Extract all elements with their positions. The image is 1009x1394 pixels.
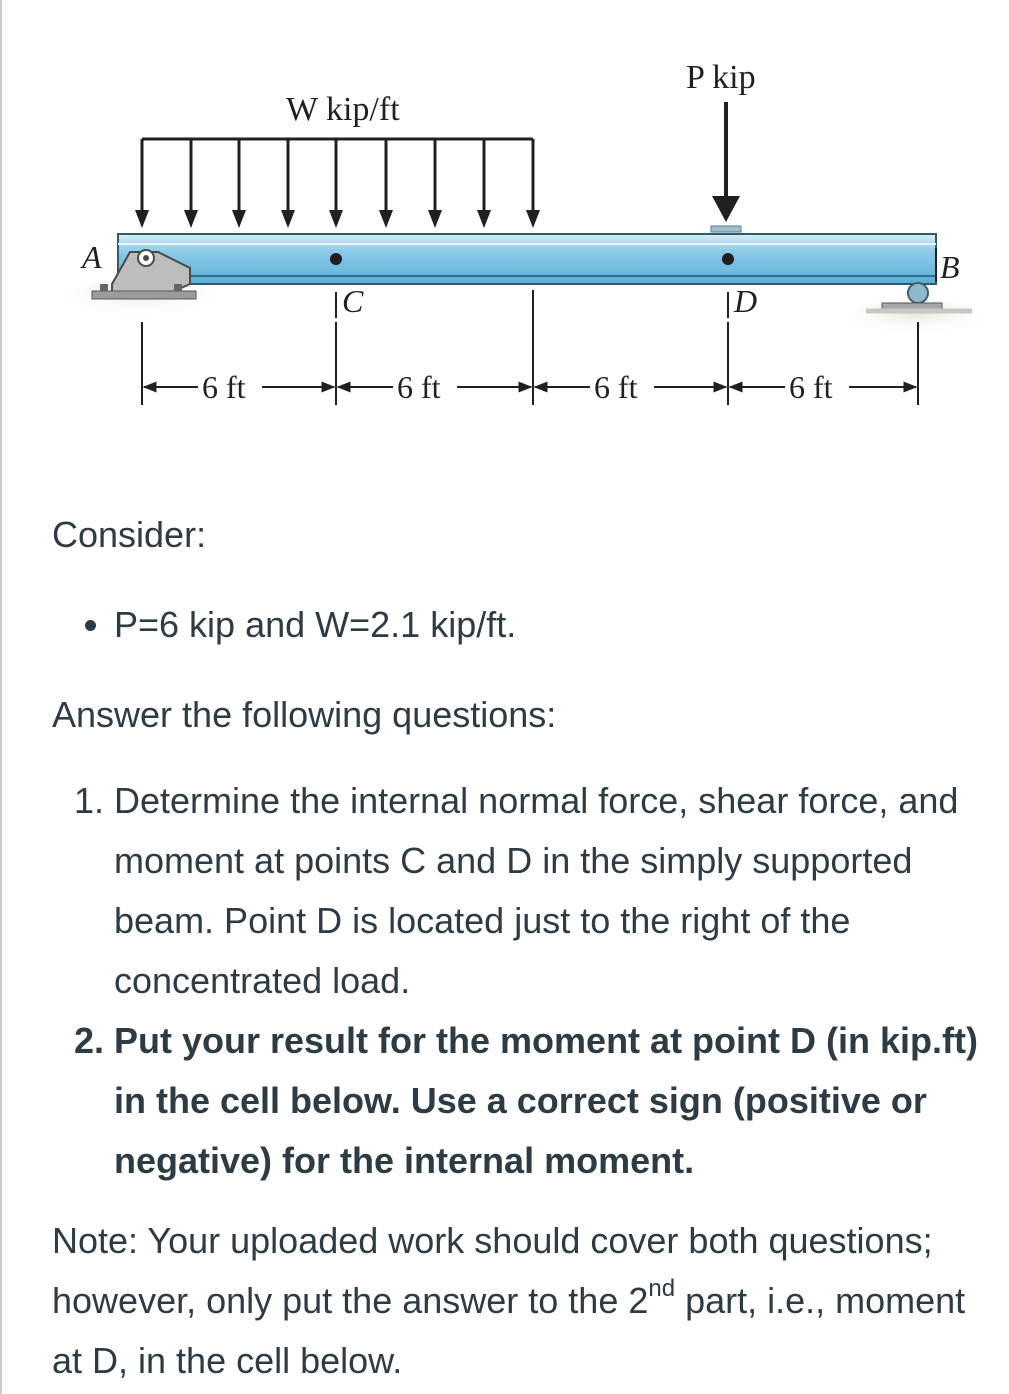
distributed-load-label: W kip/ft xyxy=(286,91,400,128)
beam xyxy=(118,234,936,284)
load-arrow-head xyxy=(379,210,393,228)
point-load-arrow xyxy=(711,102,741,232)
note-superscript: nd xyxy=(648,1275,676,1302)
dim-label-1: 6 ft xyxy=(202,369,246,405)
point-load-label: P kip xyxy=(686,59,756,96)
question-1: 1. Determine the internal normal force, shear force, and moment at points C and D in the simply supported beam. Point D is located just to the right of the concentrated load. xyxy=(114,771,979,1011)
label-c: C xyxy=(342,283,364,319)
question-2: 2. Put your result for the moment at point D (in kip.ft) in the cell below. Use a correct sign (positive or negative) for the internal moment. xyxy=(114,1011,979,1191)
consider-label: Consider: xyxy=(52,514,207,555)
distributed-load-arrows xyxy=(135,139,540,228)
dim-label-2: 6 ft xyxy=(397,369,441,405)
note-before: Note: Your uploaded work should cover both questions; however, only put the answer to the 2 xyxy=(52,1220,933,1321)
label-d: D xyxy=(734,283,758,319)
dim-label-4: 6 ft xyxy=(789,369,833,405)
label-b: B xyxy=(940,249,960,285)
point-c-dot xyxy=(330,253,342,265)
dim-label-3: 6 ft xyxy=(594,369,638,405)
load-arrow-head xyxy=(135,210,149,228)
load-arrow-head xyxy=(526,210,540,228)
answer-label: Answer the following questions: xyxy=(52,694,557,735)
label-a: A xyxy=(82,239,102,275)
problem-text xyxy=(52,505,979,1391)
note-text xyxy=(52,1211,979,1391)
note-after: part, i.e., moment at D, in the cell below. xyxy=(52,1280,966,1381)
given-item: • P=6 kip and W=2.1 kip/ft. xyxy=(114,595,979,655)
load-arrow-head xyxy=(281,210,295,228)
load-arrow-head xyxy=(232,210,246,228)
load-arrow-head xyxy=(329,210,343,228)
load-arrow-head xyxy=(184,210,198,228)
question-list xyxy=(52,771,979,1191)
load-arrow-head xyxy=(428,210,442,228)
point-d-dot xyxy=(722,253,734,265)
beam-diagram xyxy=(0,0,1009,470)
given-list xyxy=(52,595,979,655)
load-arrow-head xyxy=(477,210,491,228)
